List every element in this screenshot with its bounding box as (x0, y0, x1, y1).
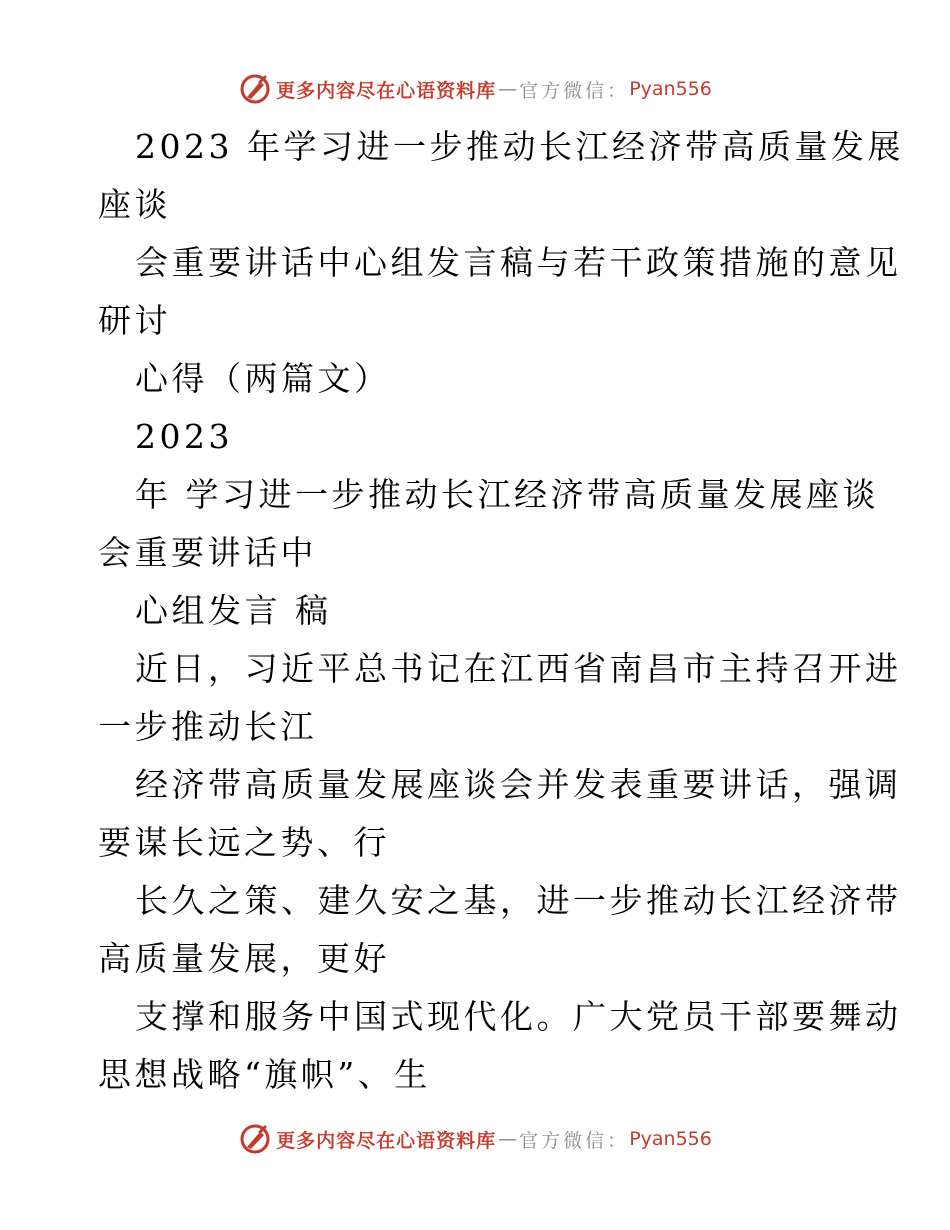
pen-logo-icon (238, 72, 272, 106)
text-line: 长久之策、建久安之基，进一步推动长江经济带 (135, 881, 902, 920)
watermark-official-label: 官方微信： (519, 79, 630, 102)
text-line: 2023 (135, 417, 233, 456)
text-line: 2023 年学习进一步推动长江经济带高质量发展 (135, 127, 904, 166)
document-body (98, 118, 904, 1104)
watermark-wechat-id: Pyan556 (629, 78, 712, 100)
text-line: 一步推动长江 (98, 707, 317, 746)
text-line: 座谈 (98, 185, 171, 224)
text-line: 心得（两篇文） (135, 359, 391, 398)
text-line: 会重要讲话中 (98, 533, 317, 572)
text-line: 高质量发展，更好 (98, 939, 390, 978)
text-line: 支撑和服务中国式现代化。广大党员干部要舞动 (135, 997, 902, 1036)
text-line: 思想战略“旗帜”、生 (98, 1055, 431, 1094)
pen-logo-icon (238, 1122, 272, 1156)
watermark-official-label: 官方微信： (519, 1129, 630, 1152)
watermark-dash: — (498, 78, 518, 100)
watermark-main-text: 更多内容尽在心语资料库 (276, 79, 497, 102)
text-line: 会重要讲话中心组发言稿与若干政策措施的意见 (135, 243, 902, 282)
text-line: 近日，习近平总书记在江西省南昌市主持召开进 (135, 649, 902, 688)
text-line: 研讨 (98, 301, 171, 340)
text-line: 要谋长远之势、行 (98, 823, 390, 862)
watermark-wechat-id: Pyan556 (629, 1128, 712, 1150)
text-line: 经济带高质量发展座谈会并发表重要讲话，强调 (135, 765, 902, 804)
text-line: 心组发言 稿 (135, 591, 332, 630)
footer-watermark (0, 1122, 950, 1156)
watermark-main-text: 更多内容尽在心语资料库 (276, 1129, 497, 1152)
header-watermark (0, 72, 950, 106)
watermark-dash: — (498, 1128, 518, 1150)
text-line: 年 学习进一步推动长江经济带高质量发展座谈 (135, 475, 879, 514)
